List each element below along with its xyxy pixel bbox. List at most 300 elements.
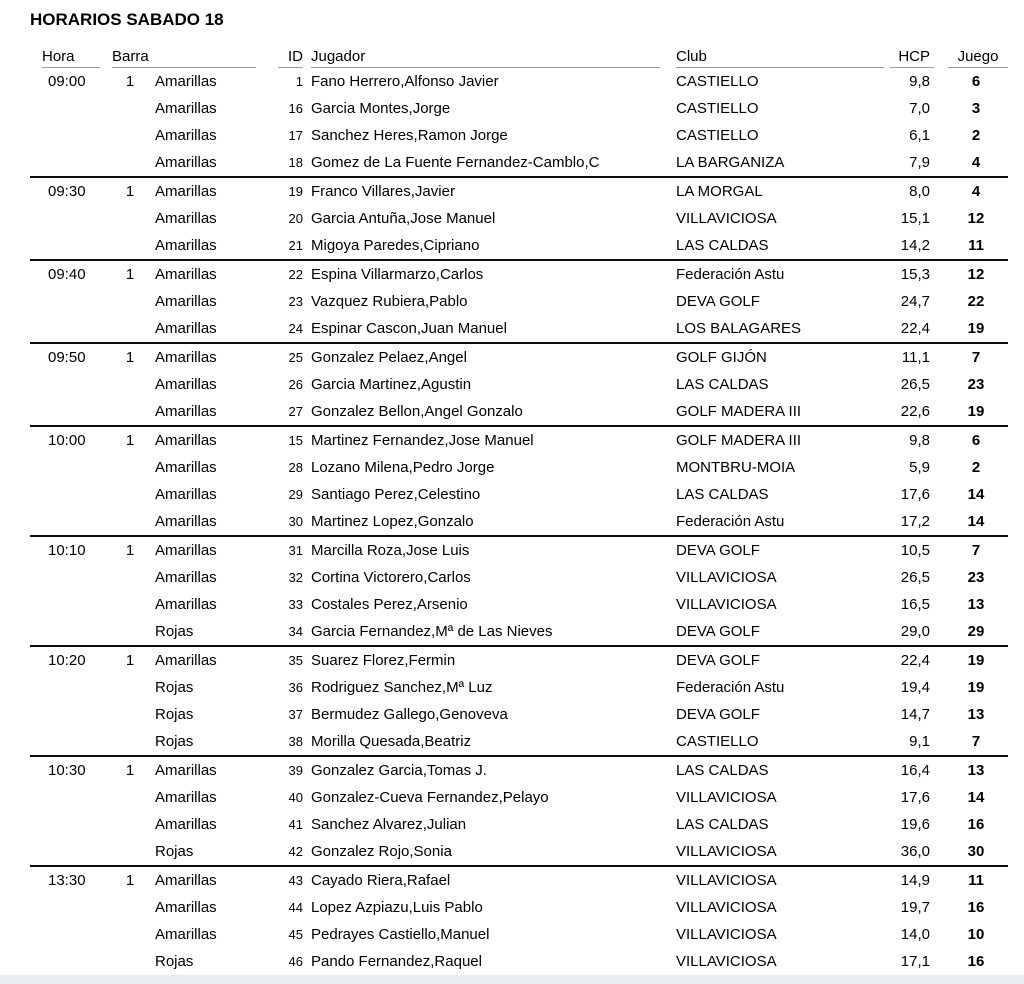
- col-header-id: ID: [258, 46, 303, 68]
- hcp-cell: 22,4: [900, 652, 930, 669]
- tee-color-cell: Amarillas: [155, 349, 217, 366]
- juego-cell: 19: [967, 652, 985, 669]
- hcp-cell: 15,1: [900, 210, 930, 227]
- hcp-cell: 36,0: [884, 838, 934, 867]
- hora-cell: [30, 564, 112, 591]
- hcp-cell: 19,4: [900, 679, 930, 696]
- tee-color-cell: Amarillas: [155, 652, 217, 669]
- table-row: [30, 564, 1008, 591]
- club-cell: LAS CALDAS: [676, 486, 769, 503]
- tee-color-cell: Amarillas: [155, 100, 217, 117]
- schedule-table-body: [30, 68, 1008, 978]
- juego-cell: 13: [967, 596, 985, 613]
- hora-cell: 10:00: [48, 432, 86, 449]
- player-name-cell: Garcia Montes,Jorge: [311, 100, 451, 117]
- club-cell: VILLAVICIOSA: [676, 596, 777, 613]
- tee-color-cell: Amarillas: [155, 210, 217, 227]
- club-cell: VILLAVICIOSA: [668, 838, 884, 867]
- table-row: [30, 647, 1008, 674]
- hcp-cell: 15,3: [900, 266, 930, 283]
- hcp-cell: 7,9: [884, 149, 934, 178]
- barra-cell: [112, 481, 148, 508]
- col-header-jugador: Jugador: [303, 46, 668, 68]
- juego-cell: 11: [934, 232, 1008, 261]
- tee-color-cell: Amarillas: [155, 789, 217, 806]
- table-row: [30, 149, 1008, 178]
- hora-cell: [30, 618, 112, 647]
- tee-color-cell: Rojas: [148, 948, 258, 978]
- club-cell: MONTBRU-MOIA: [676, 459, 796, 476]
- barra-cell: [112, 149, 148, 178]
- player-name-cell: Rodriguez Sanchez,Mª Luz: [311, 679, 493, 696]
- hcp-cell: 9,8: [909, 432, 930, 449]
- hora-cell: [30, 728, 112, 757]
- table-row: [30, 894, 1008, 921]
- juego-cell: 16: [934, 948, 1008, 978]
- club-cell: VILLAVICIOSA: [676, 210, 777, 227]
- page-title: HORARIOS SABADO 18: [30, 10, 224, 29]
- hcp-cell: 14,9: [900, 872, 930, 889]
- player-name-cell: Pedrayes Castiello,Manuel: [311, 926, 490, 943]
- player-name-cell: Costales Perez,Arsenio: [311, 596, 468, 613]
- player-id-cell: 25: [288, 350, 303, 365]
- club-cell: VILLAVICIOSA: [676, 569, 777, 586]
- barra-cell: [112, 454, 148, 481]
- hora-cell: [30, 205, 112, 232]
- barra-cell: 1: [125, 432, 135, 449]
- club-cell: LAS CALDAS: [676, 762, 769, 779]
- table-row: [30, 784, 1008, 811]
- barra-cell: 1: [125, 762, 135, 779]
- player-name-cell: Marcilla Roza,Jose Luis: [311, 542, 470, 559]
- tee-color-cell: Amarillas: [155, 73, 217, 90]
- hora-cell: [30, 149, 112, 178]
- col-header-juego: Juego: [934, 46, 1008, 68]
- juego-cell: 4: [971, 183, 981, 200]
- player-id-cell: 33: [288, 597, 303, 612]
- barra-cell: 1: [125, 872, 135, 889]
- player-id-cell: 43: [288, 873, 303, 888]
- barra-cell: [112, 122, 148, 149]
- club-cell: LAS CALDAS: [676, 376, 769, 393]
- player-name-cell: Fano Herrero,Alfonso Javier: [311, 73, 499, 90]
- hora-cell: [30, 674, 112, 701]
- player-id-cell: 24: [258, 315, 303, 344]
- club-cell: LAS CALDAS: [676, 816, 769, 833]
- player-id-cell: 19: [288, 184, 303, 199]
- tee-color-cell: Amarillas: [155, 293, 217, 310]
- player-name-cell: Bermudez Gallego,Genoveva: [311, 706, 508, 723]
- juego-cell: 14: [967, 486, 985, 503]
- player-id-cell: 15: [288, 433, 303, 448]
- col-header-hcp: HCP: [884, 46, 934, 68]
- player-id-cell: 27: [258, 398, 303, 427]
- juego-cell: 22: [967, 293, 985, 310]
- table-row: [30, 948, 1008, 978]
- barra-cell: [112, 894, 148, 921]
- juego-cell: 2: [971, 127, 981, 144]
- hora-cell: [30, 784, 112, 811]
- player-name-cell: Gonzalez Garcia,Tomas J.: [311, 762, 487, 779]
- player-id-cell: 44: [288, 900, 303, 915]
- table-row: [30, 838, 1008, 867]
- table-row: [30, 921, 1008, 948]
- player-id-cell: 16: [288, 101, 303, 116]
- table-row: [30, 701, 1008, 728]
- club-cell: DEVA GOLF: [676, 542, 760, 559]
- hcp-cell: 9,8: [909, 73, 930, 90]
- player-name-cell: Pando Fernandez,Raquel: [303, 948, 668, 978]
- barra-cell: [112, 728, 148, 757]
- tee-color-cell: Amarillas: [155, 266, 217, 283]
- club-cell: Federación Astu: [676, 679, 785, 696]
- player-id-cell: 21: [258, 232, 303, 261]
- player-name-cell: Cortina Victorero,Carlos: [311, 569, 471, 586]
- player-id-cell: 37: [288, 707, 303, 722]
- tee-color-cell: Amarillas: [148, 232, 258, 261]
- tee-color-cell: Amarillas: [155, 872, 217, 889]
- player-name-cell: Garcia Martinez,Agustin: [311, 376, 472, 393]
- club-cell: LA MORGAL: [676, 183, 763, 200]
- hora-cell: 09:40: [48, 266, 86, 283]
- club-cell: DEVA GOLF: [676, 706, 760, 723]
- player-id-cell: 20: [288, 211, 303, 226]
- juego-cell: 23: [967, 376, 985, 393]
- club-cell: DEVA GOLF: [668, 618, 884, 647]
- juego-cell: 7: [971, 542, 981, 559]
- table-row: [30, 288, 1008, 315]
- club-cell: DEVA GOLF: [676, 293, 760, 310]
- tee-color-cell: Amarillas: [155, 569, 217, 586]
- player-name-cell: Sanchez Heres,Ramon Jorge: [311, 127, 508, 144]
- hcp-cell: 19,6: [900, 816, 930, 833]
- juego-cell: 19: [934, 315, 1008, 344]
- barra-cell: 1: [125, 266, 135, 283]
- tee-color-cell: Rojas: [155, 679, 194, 696]
- club-cell: VILLAVICIOSA: [668, 948, 884, 978]
- player-id-cell: 41: [288, 817, 303, 832]
- club-cell: CASTIELLO: [676, 127, 759, 144]
- hcp-cell: 14,7: [900, 706, 930, 723]
- player-name-cell: Garcia Fernandez,Mª de Las Nieves: [303, 618, 668, 647]
- player-name-cell: Garcia Antuña,Jose Manuel: [311, 210, 496, 227]
- hora-cell: [30, 288, 112, 315]
- hora-cell: 13:30: [48, 872, 86, 889]
- player-name-cell: Sanchez Alvarez,Julian: [311, 816, 467, 833]
- tee-color-cell: Rojas: [148, 838, 258, 867]
- club-cell: LA BARGANIZA: [668, 149, 884, 178]
- juego-cell: 29: [934, 618, 1008, 647]
- club-cell: DEVA GOLF: [676, 652, 760, 669]
- player-id-cell: 35: [288, 653, 303, 668]
- player-id-cell: 45: [288, 927, 303, 942]
- hora-cell: [30, 838, 112, 867]
- tee-color-cell: Amarillas: [155, 762, 217, 779]
- club-cell: GOLF GIJÓN: [676, 349, 767, 366]
- hora-cell: 09:50: [48, 349, 86, 366]
- player-name-cell: Espina Villarmarzo,Carlos: [311, 266, 484, 283]
- player-name-cell: Gomez de La Fuente Fernandez-Camblo,C: [303, 149, 668, 178]
- tee-color-cell: Amarillas: [155, 899, 217, 916]
- hora-cell: [30, 921, 112, 948]
- tee-color-cell: Rojas: [148, 728, 258, 757]
- club-cell: VILLAVICIOSA: [676, 926, 777, 943]
- player-name-cell: Lozano Milena,Pedro Jorge: [311, 459, 495, 476]
- barra-cell: [112, 811, 148, 838]
- hcp-cell: 22,6: [884, 398, 934, 427]
- hcp-cell: 11,1: [901, 349, 930, 366]
- barra-cell: [112, 948, 148, 978]
- table-row: [30, 371, 1008, 398]
- juego-cell: 12: [967, 210, 985, 227]
- hora-cell: [30, 481, 112, 508]
- barra-cell: [112, 288, 148, 315]
- player-id-cell: 39: [288, 763, 303, 778]
- tee-color-cell: Amarillas: [155, 459, 217, 476]
- player-name-cell: Gonzalez-Cueva Fernandez,Pelayo: [311, 789, 549, 806]
- table-row: [30, 205, 1008, 232]
- header-row: [30, 46, 1008, 68]
- tee-color-cell: Amarillas: [148, 398, 258, 427]
- club-cell: CASTIELLO: [676, 100, 759, 117]
- club-cell: GOLF MADERA III: [668, 398, 884, 427]
- hora-cell: 10:20: [48, 652, 86, 669]
- hora-cell: [30, 894, 112, 921]
- juego-cell: 11: [968, 872, 984, 889]
- hora-cell: 10:10: [48, 542, 86, 559]
- juego-cell: 4: [934, 149, 1008, 178]
- hcp-cell: 14,0: [900, 926, 930, 943]
- player-name-cell: Espinar Cascon,Juan Manuel: [303, 315, 668, 344]
- tee-color-cell: Rojas: [155, 706, 194, 723]
- barra-cell: 1: [125, 542, 135, 559]
- juego-cell: 7: [971, 349, 981, 366]
- hcp-cell: 26,5: [900, 569, 930, 586]
- table-row: [30, 344, 1008, 371]
- club-cell: VILLAVICIOSA: [676, 899, 777, 916]
- tee-color-cell: Amarillas: [155, 376, 217, 393]
- player-name-cell: Vazquez Rubiera,Pablo: [311, 293, 468, 310]
- table-row: [30, 95, 1008, 122]
- table-row: [30, 122, 1008, 149]
- barra-cell: [112, 701, 148, 728]
- hcp-cell: 26,5: [900, 376, 930, 393]
- barra-cell: [112, 315, 148, 344]
- hcp-cell: 22,4: [884, 315, 934, 344]
- hcp-cell: 5,9: [909, 459, 930, 476]
- juego-cell: 13: [967, 762, 985, 779]
- player-id-cell: 17: [288, 128, 303, 143]
- hora-cell: [30, 122, 112, 149]
- barra-cell: [112, 921, 148, 948]
- hcp-cell: 24,7: [900, 293, 930, 310]
- tee-color-cell: Amarillas: [155, 596, 217, 613]
- club-cell: CASTIELLO: [668, 728, 884, 757]
- tee-color-cell: Amarillas: [155, 127, 217, 144]
- player-id-cell: 42: [258, 838, 303, 867]
- juego-cell: 19: [934, 398, 1008, 427]
- table-row: [30, 757, 1008, 784]
- barra-cell: [112, 95, 148, 122]
- player-id-cell: 30: [258, 508, 303, 537]
- player-name-cell: Migoya Paredes,Cipriano: [303, 232, 668, 261]
- hora-cell: [30, 232, 112, 261]
- barra-cell: [112, 205, 148, 232]
- hcp-cell: 16,5: [900, 596, 930, 613]
- barra-cell: [112, 591, 148, 618]
- barra-cell: 1: [125, 73, 135, 90]
- table-row: [30, 427, 1008, 454]
- schedule-table: [30, 46, 1008, 978]
- hcp-cell: 16,4: [900, 762, 930, 779]
- club-cell: VILLAVICIOSA: [676, 789, 777, 806]
- table-row: [30, 537, 1008, 564]
- barra-cell: [112, 674, 148, 701]
- table-row: [30, 261, 1008, 288]
- barra-cell: [112, 838, 148, 867]
- tee-color-cell: Amarillas: [148, 149, 258, 178]
- tee-color-cell: Amarillas: [155, 486, 217, 503]
- hora-cell: 10:30: [48, 762, 86, 779]
- player-id-cell: 23: [288, 294, 303, 309]
- barra-cell: [112, 371, 148, 398]
- club-cell: GOLF MADERA III: [676, 432, 802, 449]
- hora-cell: [30, 398, 112, 427]
- hora-cell: [30, 95, 112, 122]
- juego-cell: 14: [967, 789, 985, 806]
- player-name-cell: Martinez Lopez,Gonzalo: [303, 508, 668, 537]
- hcp-cell: 17,1: [884, 948, 934, 978]
- table-row: [30, 674, 1008, 701]
- table-row: [30, 398, 1008, 427]
- tee-color-cell: Amarillas: [155, 542, 217, 559]
- player-id-cell: 36: [288, 680, 303, 695]
- page-bottom-strip: [0, 975, 1024, 984]
- barra-cell: [112, 508, 148, 537]
- player-name-cell: Morilla Quesada,Beatriz: [303, 728, 668, 757]
- tee-color-cell: Amarillas: [148, 315, 258, 344]
- table-row: [30, 508, 1008, 537]
- juego-cell: 6: [971, 73, 981, 90]
- table-row: [30, 811, 1008, 838]
- table-row: [30, 178, 1008, 205]
- player-id-cell: 31: [288, 543, 303, 558]
- hcp-cell: 14,2: [884, 232, 934, 261]
- barra-cell: [112, 618, 148, 647]
- hora-cell: [30, 701, 112, 728]
- table-row: [30, 728, 1008, 757]
- barra-cell: [112, 564, 148, 591]
- table-row: [30, 315, 1008, 344]
- tee-color-cell: Amarillas: [148, 508, 258, 537]
- table-row: [30, 591, 1008, 618]
- table-row: [30, 232, 1008, 261]
- player-name-cell: Franco Villares,Javier: [311, 183, 455, 200]
- hcp-cell: 17,6: [900, 486, 930, 503]
- hora-cell: [30, 591, 112, 618]
- hora-cell: [30, 508, 112, 537]
- juego-cell: 30: [934, 838, 1008, 867]
- player-id-cell: 38: [258, 728, 303, 757]
- club-cell: Federación Astu: [668, 508, 884, 537]
- juego-cell: 16: [967, 816, 985, 833]
- table-row: [30, 454, 1008, 481]
- player-name-cell: Cayado Riera,Rafael: [311, 872, 451, 889]
- col-header-club: Club: [668, 46, 884, 68]
- player-name-cell: Martinez Fernandez,Jose Manuel: [311, 432, 534, 449]
- player-id-cell: 32: [288, 570, 303, 585]
- player-id-cell: 22: [288, 267, 303, 282]
- player-name-cell: Gonzalez Pelaez,Angel: [311, 349, 467, 366]
- table-row: [30, 867, 1008, 894]
- juego-cell: 16: [967, 899, 985, 916]
- table-row: [30, 481, 1008, 508]
- hcp-cell: 6,1: [909, 127, 930, 144]
- tee-color-cell: Amarillas: [155, 183, 217, 200]
- juego-cell: 2: [971, 459, 981, 476]
- barra-cell: 1: [125, 349, 135, 366]
- player-id-cell: 34: [258, 618, 303, 647]
- player-id-cell: 29: [288, 487, 303, 502]
- hcp-cell: 17,2: [884, 508, 934, 537]
- player-id-cell: 40: [288, 790, 303, 805]
- player-id-cell: 46: [258, 948, 303, 978]
- juego-cell: 19: [967, 679, 985, 696]
- player-id-cell: 26: [288, 377, 303, 392]
- hcp-cell: 8,0: [909, 183, 930, 200]
- hora-cell: 09:00: [48, 73, 86, 90]
- barra-cell: 1: [125, 652, 135, 669]
- player-name-cell: Santiago Perez,Celestino: [311, 486, 481, 503]
- player-name-cell: Gonzalez Bellon,Angel Gonzalo: [303, 398, 668, 427]
- club-cell: Federación Astu: [676, 266, 785, 283]
- juego-cell: 23: [967, 569, 985, 586]
- player-name-cell: Gonzalez Rojo,Sonia: [303, 838, 668, 867]
- barra-cell: [112, 232, 148, 261]
- barra-cell: 1: [125, 183, 135, 200]
- hcp-cell: 7,0: [909, 100, 930, 117]
- juego-cell: 7: [934, 728, 1008, 757]
- player-id-cell: 1: [295, 74, 303, 89]
- tee-color-cell: Amarillas: [155, 926, 217, 943]
- tee-color-cell: Rojas: [148, 618, 258, 647]
- table-row: [30, 68, 1008, 95]
- hcp-cell: 17,6: [900, 789, 930, 806]
- club-cell: LAS CALDAS: [668, 232, 884, 261]
- table-header: [30, 46, 1008, 68]
- hora-cell: [30, 811, 112, 838]
- club-cell: CASTIELLO: [676, 73, 759, 90]
- hcp-cell: 9,1: [884, 728, 934, 757]
- hora-cell: 09:30: [48, 183, 86, 200]
- player-name-cell: Lopez Azpiazu,Luis Pablo: [311, 899, 483, 916]
- col-header-hora: Hora: [30, 46, 112, 68]
- hcp-cell: 10,5: [900, 542, 930, 559]
- club-cell: VILLAVICIOSA: [676, 872, 777, 889]
- tee-color-cell: Amarillas: [155, 816, 217, 833]
- player-id-cell: 18: [258, 149, 303, 178]
- tee-color-cell: Amarillas: [155, 432, 217, 449]
- juego-cell: 6: [971, 432, 981, 449]
- player-id-cell: 28: [288, 460, 303, 475]
- barra-cell: [112, 398, 148, 427]
- juego-cell: 10: [967, 926, 985, 943]
- juego-cell: 14: [934, 508, 1008, 537]
- hora-cell: [30, 948, 112, 978]
- player-name-cell: Suarez Florez,Fermin: [311, 652, 456, 669]
- juego-cell: 13: [967, 706, 985, 723]
- hcp-cell: 29,0: [884, 618, 934, 647]
